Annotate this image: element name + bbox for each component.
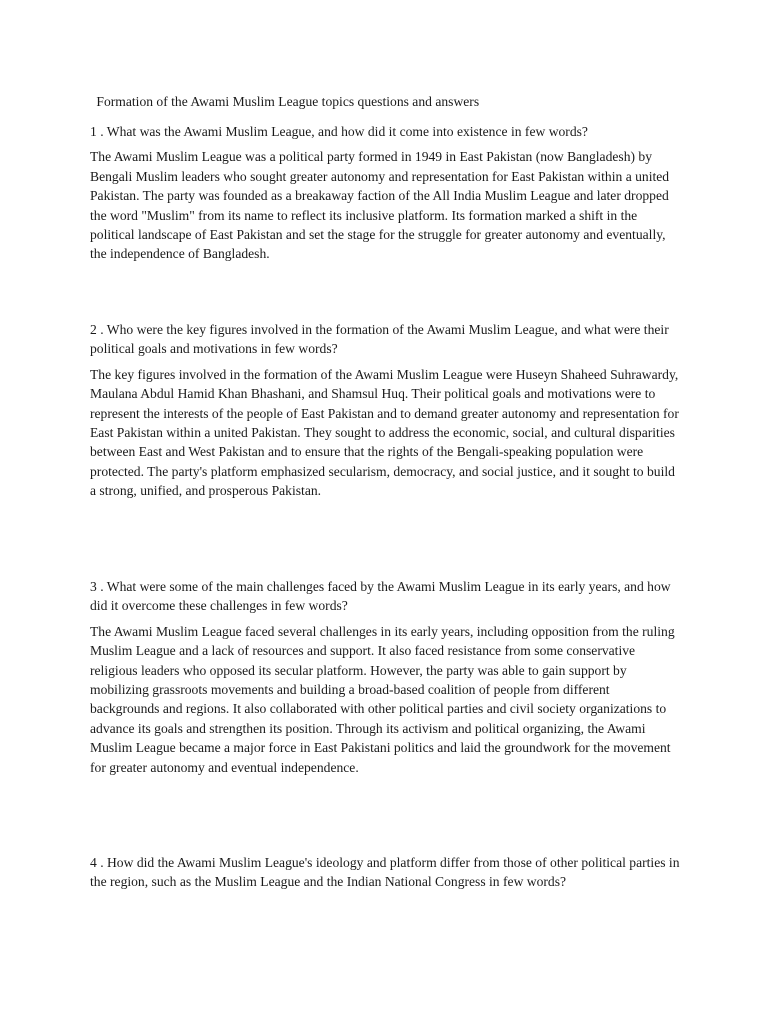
qa-item <box>90 122 682 264</box>
qa-item <box>90 853 682 898</box>
qa-item <box>90 320 682 501</box>
answer-text: The key figures involved in the formation of the Awami Muslim League were Huseyn Shaheed Suhrawardy, Maulana Abdul Hamid Khan Bhashani, and Shamsul Huq. Their political goals and motivations were to represent the interests of the people of East Pakistan and to demand greater autonomy and representation for East Pakistan within a united Pakistan. They sought to address the economic, social, and cultural disparities between East and West Pakistan and to ensure that the rights of the Bengali-speaking population were protected. The party's platform emphasized secularism, democracy, and social justice, and it sought to build a strong, unified, and prosperous Pakistan. <box>90 366 679 499</box>
qa-item <box>90 577 682 777</box>
answer-text: The Awami Muslim League faced several challenges in its early years, including opposition from the ruling Muslim League and a lack of resources and support. It also faced resistance from some conservative religious leaders who opposed its secular platform. However, the party was able to gain support by mobilizing grassroots movements and building a broad-based coalition of people from different backgrounds and regions. It also collaborated with other political parties and civil society organizations to advance its goals and strengthen its position. Through its activism and political organizing, the Awami Muslim League became a major force in East Pakistani politics and laid the groundwork for the movement for greater autonomy and eventual independence. <box>90 623 675 775</box>
question-text: 1 . What was the Awami Muslim League, and how did it come into existence in few words? <box>90 124 588 139</box>
question-text: 2 . Who were the key figures involved in the formation of the Awami Muslim League, and what were their political goals and motivations in few words? <box>90 322 669 357</box>
document-title: Formation of the Awami Muslim League topics questions and answers <box>93 94 480 109</box>
question-text: 3 . What were some of the main challenges faced by the Awami Muslim League in its early years, and how did it overcome these challenges in few words? <box>90 579 671 614</box>
question-text: 4 . How did the Awami Muslim League's ideology and platform differ from those of other political parties in the region, such as the Muslim League and the Indian National Congress in few words? <box>90 855 680 890</box>
answer-text: The Awami Muslim League was a political party formed in 1949 in East Pakistan (now Bangladesh) by Bengali Muslim leaders who sought greater autonomy and representation for East Pakistan within a united Pakistan. The party was founded as a breakaway faction of the All India Muslim League and later dropped the word "Muslim" from its name to reflect its inclusive platform. Its formation marked a shift in the political landscape of East Pakistan and set the stage for the struggle for greater autonomy and eventually, the independence of Bangladesh. <box>90 149 670 262</box>
